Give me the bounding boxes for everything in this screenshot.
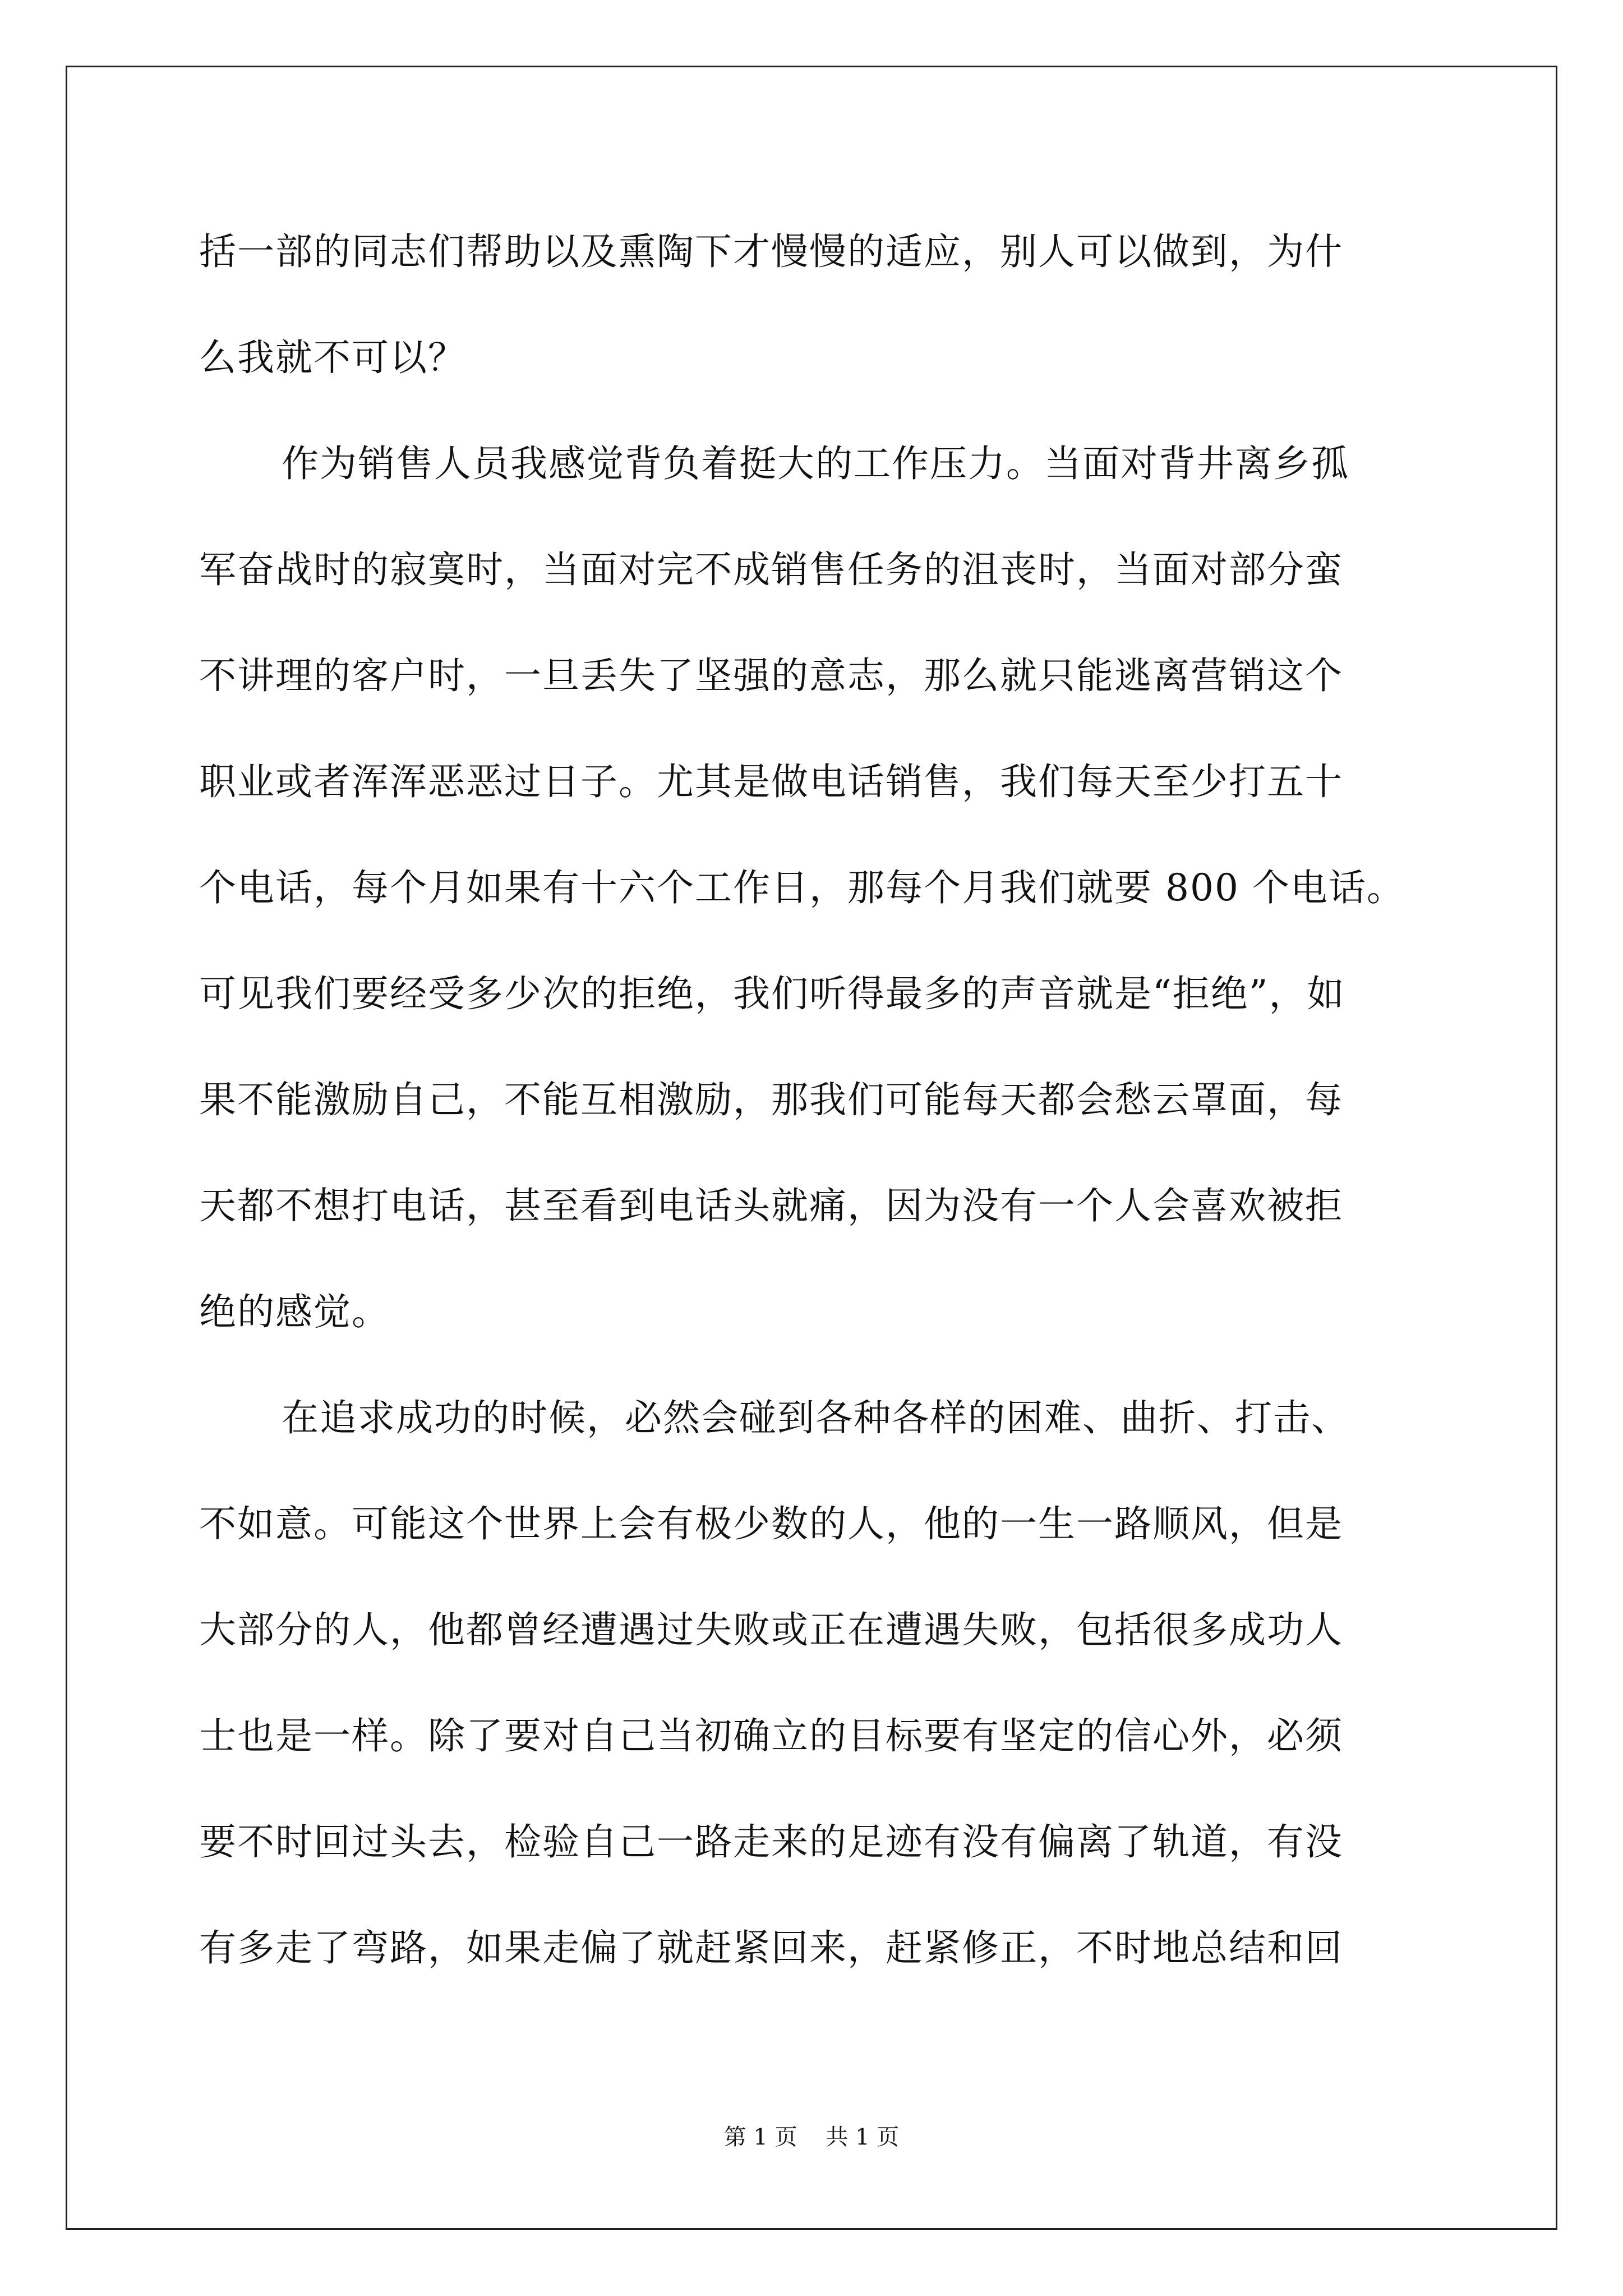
paragraph-3-line-1: 在追求成功的时候，必然会碰到各种各样的困难、曲折、打击、 (282, 1396, 1349, 1439)
page-border (66, 66, 1557, 2230)
paragraph-2-line-4: 职业或者浑浑恶恶过日子。尤其是做电话销售，我们每天至少打五十 (199, 760, 1343, 803)
paragraph-2-line-6: 可见我们要经受多少次的拒绝，我们听得最多的声音就是“拒绝”，如 (199, 972, 1345, 1015)
paragraph-2-line-5: 个电话，每个月如果有十六个工作日，那每个月我们就要 800 个电话。 (199, 866, 1405, 909)
body-line-1: 括一部的同志们帮助以及熏陶下才慢慢的适应，别人可以做到，为什 (199, 230, 1343, 273)
paragraph-2-line-1: 作为销售人员我感觉背负着挺大的工作压力。当面对背井离乡孤 (282, 442, 1349, 485)
paragraph-2-line-8: 天都不想打电话，甚至看到电话头就痛，因为没有一个人会喜欢被拒 (199, 1184, 1343, 1227)
paragraph-3-line-4: 士也是一样。除了要对自己当初确立的目标要有坚定的信心外，必须 (199, 1714, 1343, 1757)
paragraph-3-line-2: 不如意。可能这个世界上会有极少数的人，他的一生一路顺风，但是 (199, 1502, 1343, 1545)
paragraph-3-line-6: 有多走了弯路，如果走偏了就赶紧回来，赶紧修正，不时地总结和回 (199, 1926, 1343, 1970)
body-line-2: 么我就不可以？ (199, 336, 466, 379)
paragraph-2-line-2: 军奋战时的寂寞时，当面对完不成销售任务的沮丧时，当面对部分蛮 (199, 548, 1343, 591)
paragraph-3-line-3: 大部分的人，他都曾经遭遇过失败或正在遭遇失败，包括很多成功人 (199, 1608, 1343, 1651)
paragraph-2-line-7: 果不能激励自己，不能互相激励，那我们可能每天都会愁云罩面，每 (199, 1078, 1343, 1121)
page-number-footer: 第 1 页 共 1 页 (723, 2124, 900, 2150)
paragraph-2-line-3: 不讲理的客户时，一旦丢失了坚强的意志，那么就只能逃离营销这个 (199, 654, 1343, 697)
paragraph-3-line-5: 要不时回过头去，检验自己一路走来的足迹有没有偏离了轨道，有没 (199, 1820, 1343, 1864)
paragraph-2-line-9: 绝的感觉。 (199, 1290, 390, 1333)
